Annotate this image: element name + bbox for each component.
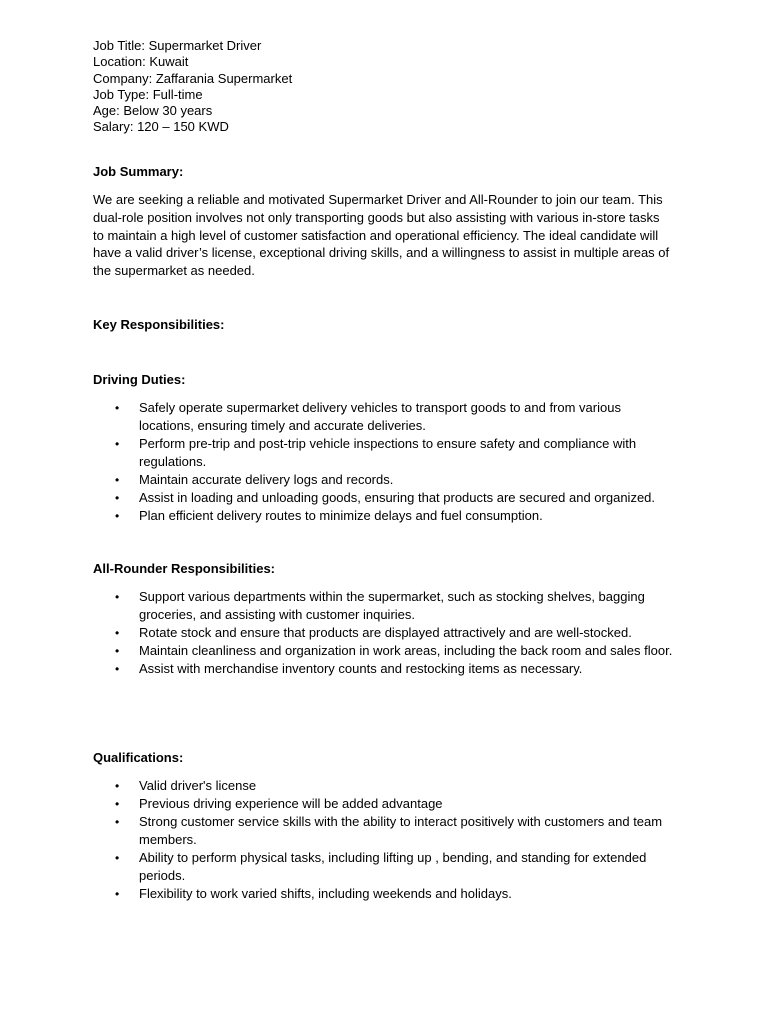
list-item: • Maintain cleanliness and organization in work areas, including the back room and sales floor.	[115, 643, 673, 658]
bullet-icon: •	[115, 509, 120, 523]
bullet-icon: •	[115, 644, 120, 658]
qualifications-list	[93, 777, 693, 903]
allrounder-heading: All-Rounder Responsibilities:	[93, 561, 276, 576]
bullet-icon: •	[115, 662, 120, 676]
list-item: • Assist in loading and unloading goods, ensuring that products are secured and organized.	[115, 490, 656, 505]
bullet-icon: •	[115, 590, 120, 604]
bullet-icon: •	[115, 473, 120, 487]
driving-duties-list	[93, 399, 693, 525]
bullet-icon: •	[115, 437, 120, 451]
list-item: • Flexibility to work varied shifts, including weekends and holidays.	[115, 886, 512, 901]
summary-line: to maintain a high level of customer satisfaction and operational efficiency. The ideal candidate will	[93, 227, 659, 243]
list-item: • Valid driver's license	[115, 778, 257, 793]
bullet-icon: •	[115, 401, 120, 415]
list-item: • Rotate stock and ensure that products are displayed attractively and are well-stocked.	[115, 625, 632, 640]
bullet-icon: •	[115, 851, 120, 865]
list-item: • Support various departments within the supermarket, such as stocking shelves, bagging groceries, and assisting with customer inquiries.	[115, 589, 645, 622]
summary-paragraph	[93, 191, 675, 280]
bullet-icon: •	[115, 815, 120, 829]
summary-line: We are seeking a reliable and motivated Supermarket Driver and All-Rounder to join our team. This	[93, 192, 663, 207]
allrounder-list	[93, 588, 693, 678]
key-responsibilities-heading: Key Responsibilities:	[93, 317, 225, 332]
list-item: • Previous driving experience will be added advantage	[115, 796, 443, 811]
list-item: • Strong customer service skills with the ability to interact positively with customers and team members.	[115, 814, 663, 847]
bullet-icon: •	[115, 887, 120, 901]
driving-duties-heading: Driving Duties:	[93, 372, 186, 387]
list-item: • Plan efficient delivery routes to minimize delays and fuel consumption.	[115, 508, 543, 523]
summary-line: have a valid driver’s license, exceptional driving skills, and a willingness to assist in multiple areas of	[93, 245, 670, 261]
bullet-icon: •	[115, 779, 120, 793]
qualifications-heading: Qualifications:	[93, 750, 184, 765]
bullet-icon: •	[115, 797, 120, 811]
job-type: Job Type: Full-time	[93, 86, 203, 102]
job-header	[93, 38, 292, 136]
summary-heading: Job Summary:	[93, 164, 184, 179]
list-item: • Perform pre-trip and post-trip vehicle inspections to ensure safety and compliance with regulations.	[115, 436, 637, 469]
job-company: Company: Zaffarania Supermarket	[93, 70, 293, 86]
bullet-icon: •	[115, 491, 120, 505]
list-item: • Ability to perform physical tasks, including lifting up , bending, and standing for extended periods.	[115, 850, 647, 883]
bullet-icon: •	[115, 626, 120, 640]
list-item: • Maintain accurate delivery logs and records.	[115, 472, 394, 487]
job-location: Location: Kuwait	[93, 54, 189, 70]
job-title: Job Title: Supermarket Driver	[93, 38, 262, 53]
list-item: • Safely operate supermarket delivery vehicles to transport goods to and from various locations, ensuring timely and accurate deliveries.	[115, 400, 621, 433]
list-item: • Assist with merchandise inventory counts and restocking items as necessary.	[115, 661, 583, 676]
summary-line: the supermarket as needed.	[93, 263, 255, 279]
job-salary: Salary: 120 – 150 KWD	[93, 119, 229, 135]
summary-line: dual-role position involves not only transporting goods but also assisting with various in-store tasks	[93, 209, 660, 225]
job-age: Age: Below 30 years	[93, 103, 213, 119]
